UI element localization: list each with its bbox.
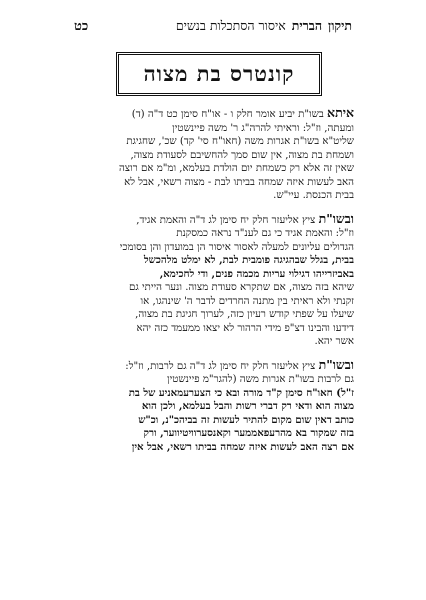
paragraph-line [64,358,354,374]
paragraph-line: ושמחת בת מצוה, אין שום סמך להחשיבם לסעודת מצוה, [130,149,354,161]
paragraph-keyword: איתא [327,105,354,120]
paragraph [64,212,354,349]
line-text: ציץ אליעזר חלק יח סימן לג ד"ה והאמת אגיד, [136,214,316,226]
paragraph-line: דידעו והבינו דצ"פ מידי הרהור לא יצאו ממעמד כזה יהא [136,322,354,334]
paragraph-line: זקנתי ולא ראיתי בין מתנה החרדים לדבר ה' שינהגו, או [140,295,354,307]
paragraph-line: שיהא בזה מצוה, אם שתקרא סעודת מצוה. ונער הייתי גם [128,282,354,293]
paragraph-line: שיעלו על שפתי קודש רעיון כזה, לערוך חגיגת בת מצוה, [135,309,354,320]
paragraph-line: באביזרייהו דגילוי עריות מכמה פנים, ודי לחכימא, [159,267,354,280]
title-box [116,52,322,96]
paragraph-line: הגדולים עליונים למעלה לאסור איסור הן במועדון והן בסומכי [119,241,354,253]
paragraph-line: ז"ל) חאו"ח סימן ק"ד מורה ובא כי הצערעמאניע של בת [128,386,354,399]
line-text: בשו"ת יביע אומר חלק ו - או"ח סימן כט ד"ה (ד) [131,109,324,120]
running-header [74,16,352,36]
paragraph-line: שאין זה אלא רק כשמחת יום הולדת בעלמא, ומ"מ אם רוצה [118,163,354,174]
paragraph-line: בבית הכנסת. עיי"ש. [273,190,354,201]
paragraph-line: בזה שמקור בא מהרעפאממער וקאנסערוויטיווער, ורק [143,427,354,439]
paragraph-line: וז"ל: והאמת אגיד כי גם לענ"ד נראה כמסקנת [176,228,354,239]
paragraph-line: מצוה הוא ודאי רק דברי רשות והבל בעלמא, ולכן הוא [141,400,354,412]
box-title: קונטרס בת מצוה [143,61,295,86]
paragraph-line [64,106,354,122]
header-book-title: תיקון [328,18,352,33]
paragraph [64,106,354,203]
paragraph-keyword: ובשו"ת [318,356,354,372]
paragraph-line [64,212,354,228]
paragraph [64,358,354,455]
paragraph-line: אם רצה האב לעשות איזה שמחה בביתו רשאי, אבל אין [131,440,354,453]
paragraph-line: אשר יהא. [314,336,354,347]
page-number: כט [74,19,89,34]
header-title-group [176,18,352,34]
body-text [64,106,354,463]
header-section-title: הברית [291,18,323,33]
paragraph-keyword: ובשו"ת [318,210,354,226]
paragraph-line: גם לרבות בשו"ת אגרות משה (להגר"מ פיינשטין [166,374,354,385]
line-text: ציץ אליעזר חלק יח סימן לג ד"ה גם לרבות, וז"ל: [125,360,316,372]
paragraph-line: בבית, בגלל שבהגיגה פומבית לבת, לא ימלט מלהכשל [143,254,354,266]
header-subtitle: איסור הסתכלות בנשים [175,18,286,33]
paragraph-line: שליט"א בשו"ת אגרות משה (חאו"ח סי' קד) שכ', שחגיגת [126,136,354,147]
paragraph-line: האב לעשות איזה שמחה בביתו לבת - מצוה רשאי, אבל לא [124,176,354,188]
paragraph-line: כותב דאין שום מקום להתיר לעשות זה בביהכ"נ, וכ"ש [138,413,354,426]
paragraph-line: ומעתה, וז"ל: וראיתי להרה"ג ר' משה פיינשטין [172,122,354,134]
